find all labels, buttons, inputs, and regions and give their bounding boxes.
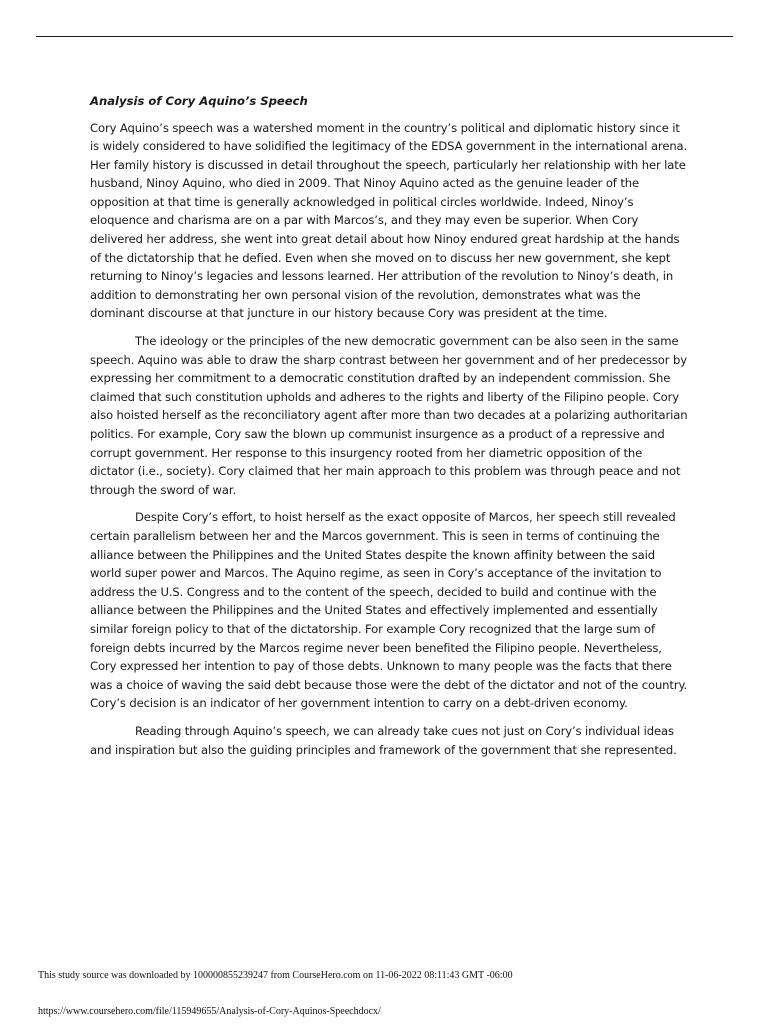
text-line: alliance between the Philippines and the United States and effectively implemented and essentially xyxy=(90,603,658,618)
text-line: speech. Aquino was able to draw the sharp contrast between her government and of her predecessor by xyxy=(90,352,687,367)
document-title: Analysis of Cory Aquino’s Speech xyxy=(90,94,308,108)
text-line: certain parallelism between her and the Marcos government. This is seen in terms of continuing the xyxy=(90,528,660,543)
text-line: similar foreign policy to that of the dictatorship. For example Cory recognized that the large sum of xyxy=(90,621,655,636)
text-line: politics. For example, Cory saw the blown up communist insurgence as a product of a repressive and xyxy=(90,427,665,441)
top-divider xyxy=(36,36,733,37)
paragraph-1 xyxy=(90,119,688,324)
text-line: was a choice of waving the said debt because those were the debt of the dictator and not of the country. xyxy=(90,677,688,692)
text-line: Cory’s decision is an indicator of her government intention to carry on a debt-driven economy. xyxy=(90,696,628,711)
text-line: through the sword of war. xyxy=(90,482,237,497)
text-line: delivered her address, she went into great detail about how Ninoy endured great hardship at the hands xyxy=(90,232,680,247)
text-line: opposition at that time is generally acknowledged in political circles worldwide. Indeed, Ninoy’s xyxy=(90,194,634,209)
text-line: dominant discourse at that juncture in our history because Cory was president at the time. xyxy=(90,306,608,321)
text-line: world super power and Marcos. The Aquino regime, as seen in Cory’s acceptance of the invitation to xyxy=(90,566,662,581)
download-source-notice: This study source was downloaded by 100000855239247 from CourseHero.com on 11-06-2022 08:11:43 GMT -06:00 xyxy=(38,970,513,981)
text-line: and inspiration but also the guiding principles and framework of the government that she represented. xyxy=(90,742,677,757)
text-line: expressing her commitment to a democratic constitution drafted by an independent commission. She xyxy=(90,371,671,386)
text-line: Her family history is discussed in detail throughout the speech, particularly her relationship with her late xyxy=(90,157,686,172)
text-line: Cory Aquino’s speech was a watershed moment in the country’s political and diplomatic history since it xyxy=(90,120,680,135)
text-line: addition to demonstrating her own personal vision of the revolution, demonstrates what was the xyxy=(90,287,641,302)
text-line: The ideology or the principles of the new democratic government can be also seen in the same xyxy=(135,334,679,349)
text-line: address the U.S. Congress and to the content of the speech, decided to build and continue with the xyxy=(90,584,657,599)
text-line: also hoisted herself as the reconciliatory agent after more than two decades at a polarizing authoritarian xyxy=(90,408,688,423)
text-line: dictator (i.e., society). Cory claimed that her main approach to this problem was through peace and not xyxy=(90,464,681,479)
text-line: claimed that such constitution upholds and adheres to the rights and liberty of the Filipino people. Cory xyxy=(90,389,680,404)
text-line: foreign debts incurred by the Marcos regime never been benefited the Filipino people. Nevertheless, xyxy=(90,640,662,655)
text-line: Reading through Aquino’s speech, we can already take cues not just on Cory’s individual ideas xyxy=(135,723,674,738)
text-line: of the dictatorship that he defied. Even when she moved on to discuss her new government, she kept xyxy=(90,250,671,265)
text-line: returning to Ninoy’s legacies and lessons learned. Her attribution of the revolution to Ninoy’s death, in xyxy=(90,269,674,284)
text-line: corrupt government. Her response to this insurgency rooted from her diametric opposition of the xyxy=(90,445,643,460)
text-line: is widely considered to have solidified the legitimacy of the EDSA government in the international arena. xyxy=(90,139,688,154)
text-line: Despite Cory’s effort, to hoist herself as the exact opposite of Marcos, her speech still revealed xyxy=(135,510,676,525)
paragraph-2 xyxy=(90,332,688,499)
text-line: Cory expressed her intention to pay of those debts. Unknown to many people was the facts that there xyxy=(90,659,672,674)
document-body xyxy=(90,92,688,768)
text-line: husband, Ninoy Aquino, who died in 2009. That Ninoy Aquino acted as the genuine leader of the xyxy=(90,176,640,191)
paragraph-4 xyxy=(90,722,682,759)
text-line: eloquence and charisma are on a par with Marcos’s, and they may even be superior. When Cory xyxy=(90,213,639,228)
paragraph-3 xyxy=(90,508,688,713)
source-url: https://www.coursehero.com/file/115949655/Analysis-of-Cory-Aquinos-Speechdocx/ xyxy=(38,1006,381,1017)
text-line: alliance between the Philippines and the United States despite the known affinity between the said xyxy=(90,547,656,562)
